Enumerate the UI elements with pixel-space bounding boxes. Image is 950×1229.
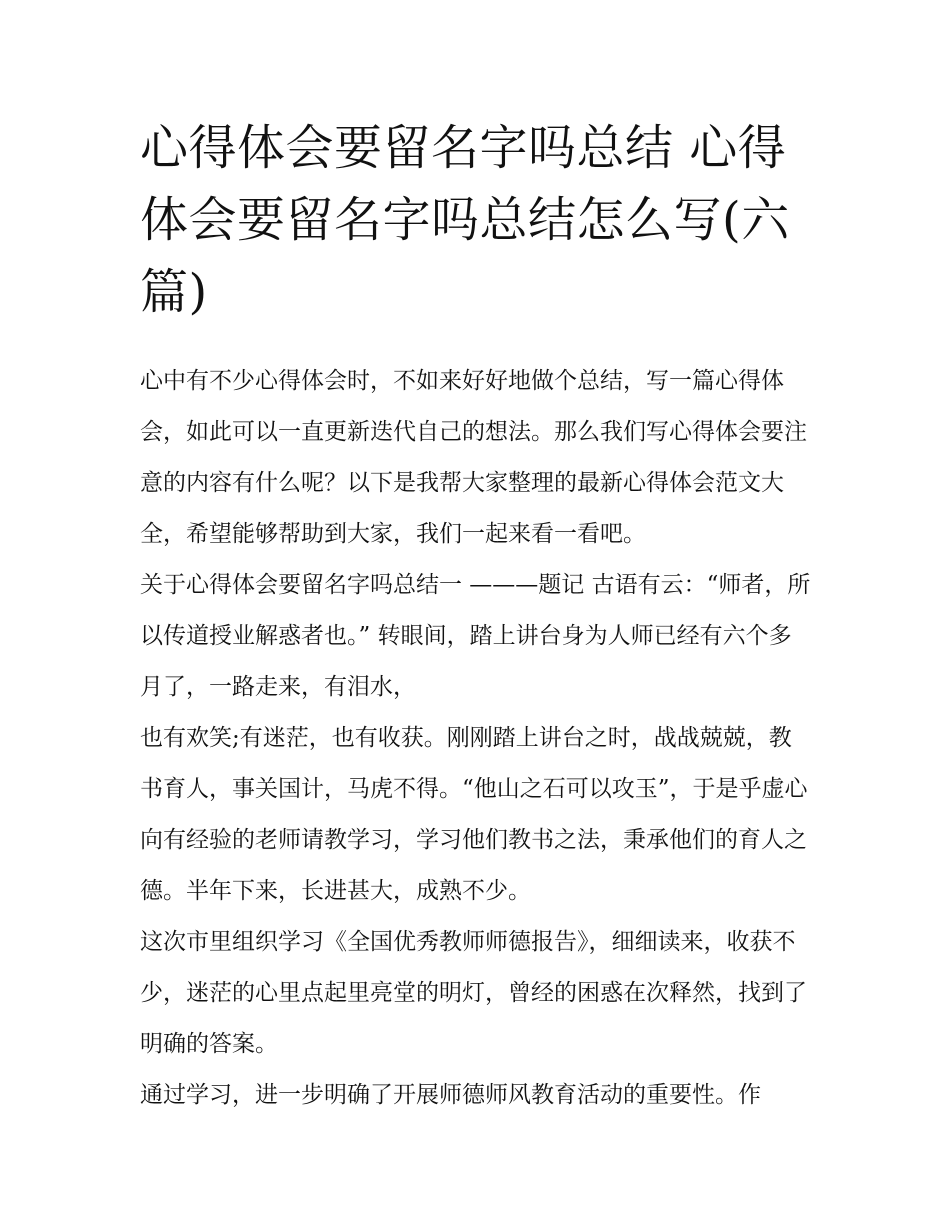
- document-title: 心得体会要留名字吗总结 心得体会要留名字吗总结怎么写(六篇): [140, 120, 790, 320]
- paragraph-importance: 通过学习，进一步明确了开展师德师风教育活动的重要性。作: [140, 1082, 761, 1108]
- paragraph-section-one: 关于心得体会要留名字吗总结一 ———题记 古语有云：“师者，所以传道授业解惑者也。” 转眼间，踏上讲台身为人师已经有六个多月了，一路走来，有泪水，: [140, 572, 811, 700]
- paragraph-study-report: 这次市里组织学习《全国优秀教师师德报告》，细细读来，收获不少，迷茫的心里点起里亮堂的明灯，曾经的困惑在次释然，找到了明确的答案。: [140, 929, 807, 1057]
- paragraph-intro: 心中有不少心得体会时，不如来好好地做个总结，写一篇心得体会，如此可以一直更新迭代自己的想法。那么我们写心得体会要注意的内容有什么呢？以下是我帮大家整理的最新心得体会范文大全，希望能够帮助到大家，我们一起来看一看吧。: [140, 368, 807, 547]
- paragraph-experience: 也有欢笑;有迷茫，也有收获。刚刚踏上讲台之时，战战兢兢，教书育人，事关国计，马虎不得。“他山之石可以攻玉”，于是乎虚心向有经验的老师请教学习，学习他们教书之法，秉承他们的育人之德。半年下来，长进甚大，成熟不少。: [140, 725, 808, 904]
- document-content: [140, 112, 812, 1121]
- document-body: [140, 356, 812, 1121]
